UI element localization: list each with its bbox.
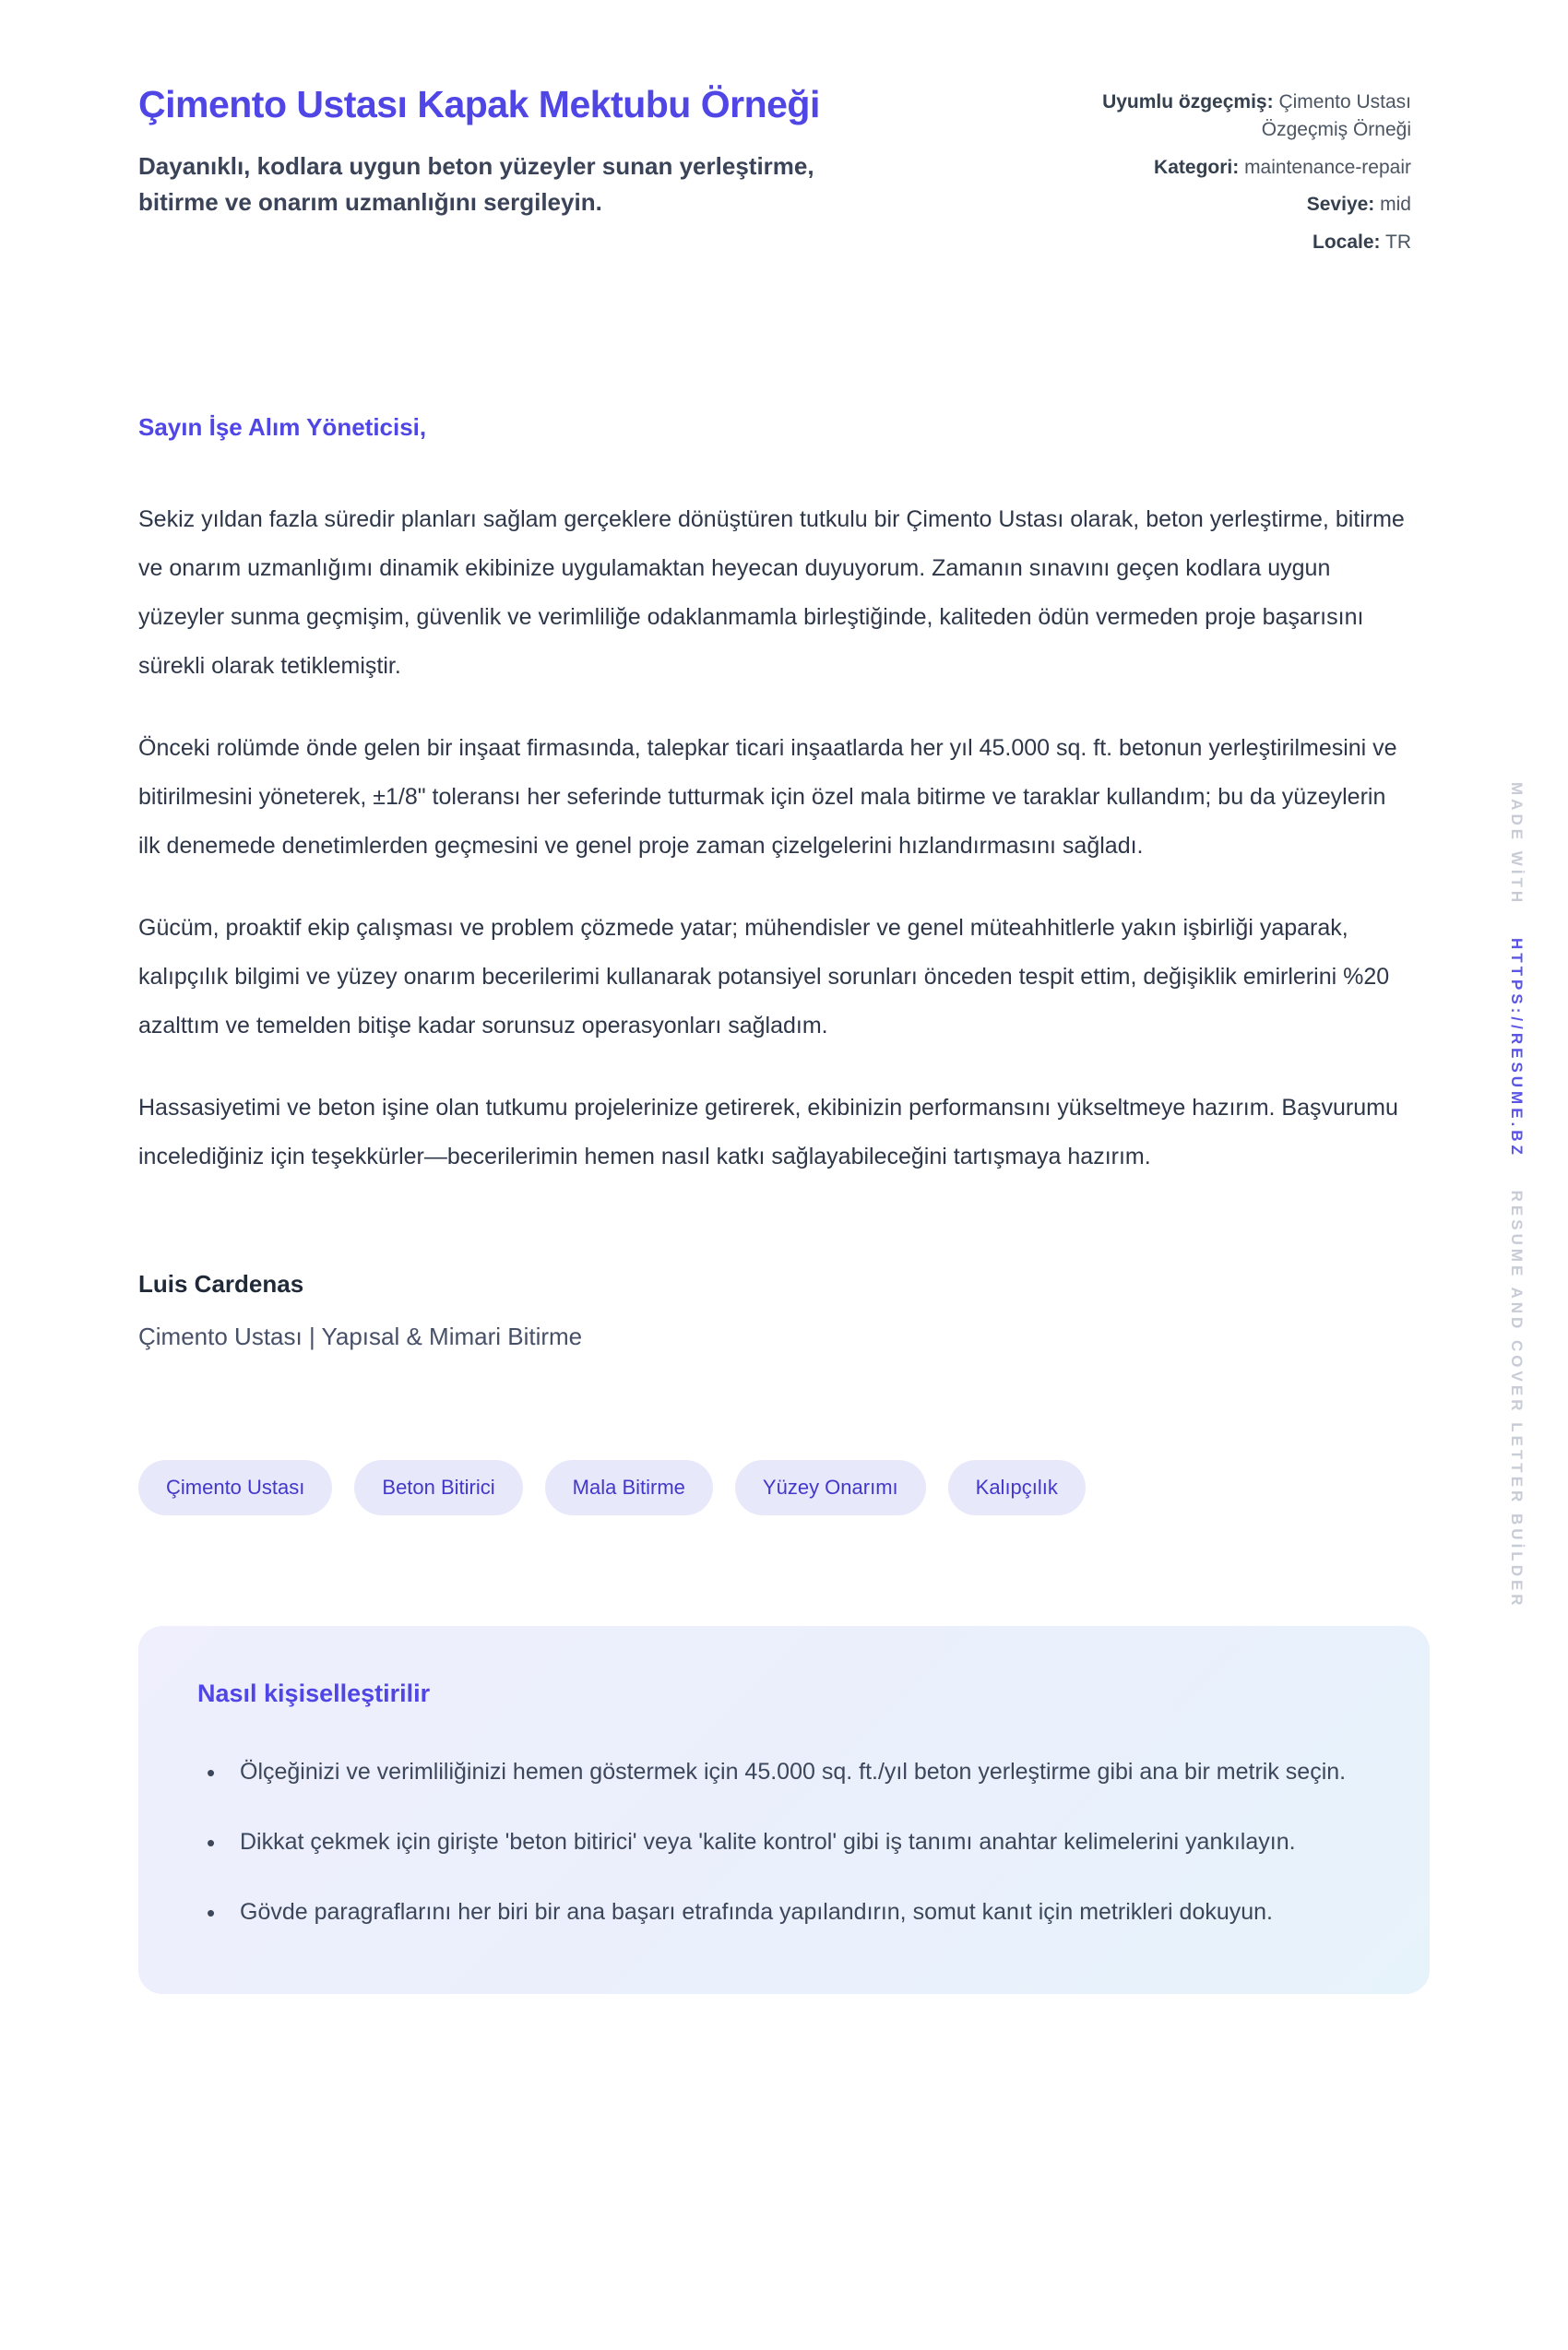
letter-paragraph: Önceki rolümde önde gelen bir inşaat firmasında, talepkar ticari inşaatlarda her yıl 45.000 sq. ft. betonun yerleştirilmesini ve bitirilmesini yöneterek, ±1/8" toleransı her seferinde tutturmak için özel mala bitirme ve taraklar kullandım; bu da yüzeylerin ilk denemede denetimlerden geçmesini ve genel proje zaman çizelgelerini hızlandırmasını sağladı.: [138, 735, 1397, 860]
letter-paragraph: Sekiz yıldan fazla süredir planları sağlam gerçeklere dönüştüren tutkulu bir Çimento Ustası olarak, beton yerleştirme, bitirme ve onarım uzmanlığımı dinamik ekibinize uygulamaktan heyecan duyuyorum. Zamanın sınavını geçen kodlara uygun yüzeyler sunma geçmişim, güvenlik ve verimliliğe odaklanmamla birleştiğinde, kaliteden ödün vermeden proje başarısını sürekli olarak tetiklemiştir.: [138, 506, 1405, 680]
letter-paragraph: Hassasiyetimi ve beton işine olan tutkumu projelerinize getirerek, ekibinizin performansını yükseltmeye hazırım. Başvurumu incelediğiniz için teşekkürler—becerilerimin hemen nasıl katkı sağlayabileceğini tartışmaya hazırım.: [138, 1095, 1398, 1170]
page-title: Çimento Ustası Kapak Mektubu Örneği: [138, 83, 820, 125]
meta-locale-value: TR: [1380, 231, 1411, 253]
signature-title: Çimento Ustası | Yapısal & Mimari Bitirme: [138, 1323, 583, 1351]
letter-signature: [138, 1270, 1411, 1351]
letter-body: [138, 413, 1411, 1351]
made-with-watermark: [1507, 782, 1526, 1609]
meta-category-label: Kategori:: [1154, 156, 1240, 178]
meta-level-value: mid: [1374, 194, 1411, 216]
meta-matching-resume: [1098, 89, 1411, 145]
resume-bz-link[interactable]: HTTPS://RESUME.BZ: [1508, 937, 1526, 1158]
page-header: [138, 81, 1411, 266]
tag-cimento-ustasi[interactable]: Çimento Ustası: [138, 1460, 332, 1515]
tip-item: • Ölçeğinizi ve verimliliğinizi hemen göstermek için 45.000 sq. ft./yıl beton yerleştirme gibi ana bir metrik seçin.: [197, 1749, 1371, 1795]
skill-tags: [138, 1460, 1411, 1515]
tips-heading: Nasıl kişiselleştirilir: [197, 1679, 431, 1708]
meta-level-label: Seviye:: [1306, 194, 1375, 216]
tag-yuzey-onarimi[interactable]: Yüzey Onarımı: [735, 1460, 926, 1515]
header-title-block: [138, 81, 895, 220]
meta-matching-resume-label: Uyumlu özgeçmiş:: [1102, 91, 1274, 113]
tag-beton-bitirici[interactable]: Beton Bitirici: [354, 1460, 522, 1515]
tag-mala-bitirme[interactable]: Mala Bitirme: [545, 1460, 713, 1515]
meta-category: [1098, 154, 1411, 182]
letter-paragraph: Gücüm, proaktif ekip çalışması ve problem çözmede yatar; mühendisler ve genel müteahhitlerle yakın işbirliği yaparak, kalıpçılık bilgimi ve yüzey onarım becerilerimi kullanarak potansiyel sorunları önceden tespit ettim, değişiklik emirlerini %20 azalttım ve temelden bitişe kadar sorunsuz operasyonları sağladım.: [138, 915, 1390, 1039]
signature-name: Luis Cardenas: [138, 1270, 304, 1299]
watermark-prefix: MADE WİTH: [1508, 782, 1526, 907]
meta-matching-resume-value: Çimento Ustası Özgeçmiş Örneği: [1261, 91, 1411, 141]
watermark-suffix: RESUME AND COVER LETTER BUİLDER: [1508, 1190, 1526, 1609]
meta-locale-label: Locale:: [1313, 231, 1381, 253]
letter-greeting: Sayın İşe Alım Yöneticisi,: [138, 413, 427, 442]
personalization-tips-box: [138, 1626, 1430, 1994]
tip-item: • Dikkat çekmek için girişte 'beton bitirici' veya 'kalite kontrol' gibi iş tanımı anahtar kelimelerini yankılayın.: [197, 1819, 1371, 1865]
meta-category-value: maintenance-repair: [1239, 156, 1411, 178]
tag-kalipcilik[interactable]: Kalıpçılık: [948, 1460, 1086, 1515]
tip-item: • Gövde paragraflarını her biri bir ana başarı etrafında yapılandırın, somut kanıt için metrikleri dokuyun.: [197, 1889, 1371, 1935]
meta-level: [1098, 191, 1411, 219]
page-subtitle: Dayanıklı, kodlara uygun beton yüzeyler sunan yerleştirme, bitirme ve onarım uzmanlığını sergileyin.: [138, 152, 814, 217]
meta-locale: [1098, 229, 1411, 256]
header-meta: [1098, 89, 1411, 266]
tips-list: [197, 1749, 1371, 1935]
